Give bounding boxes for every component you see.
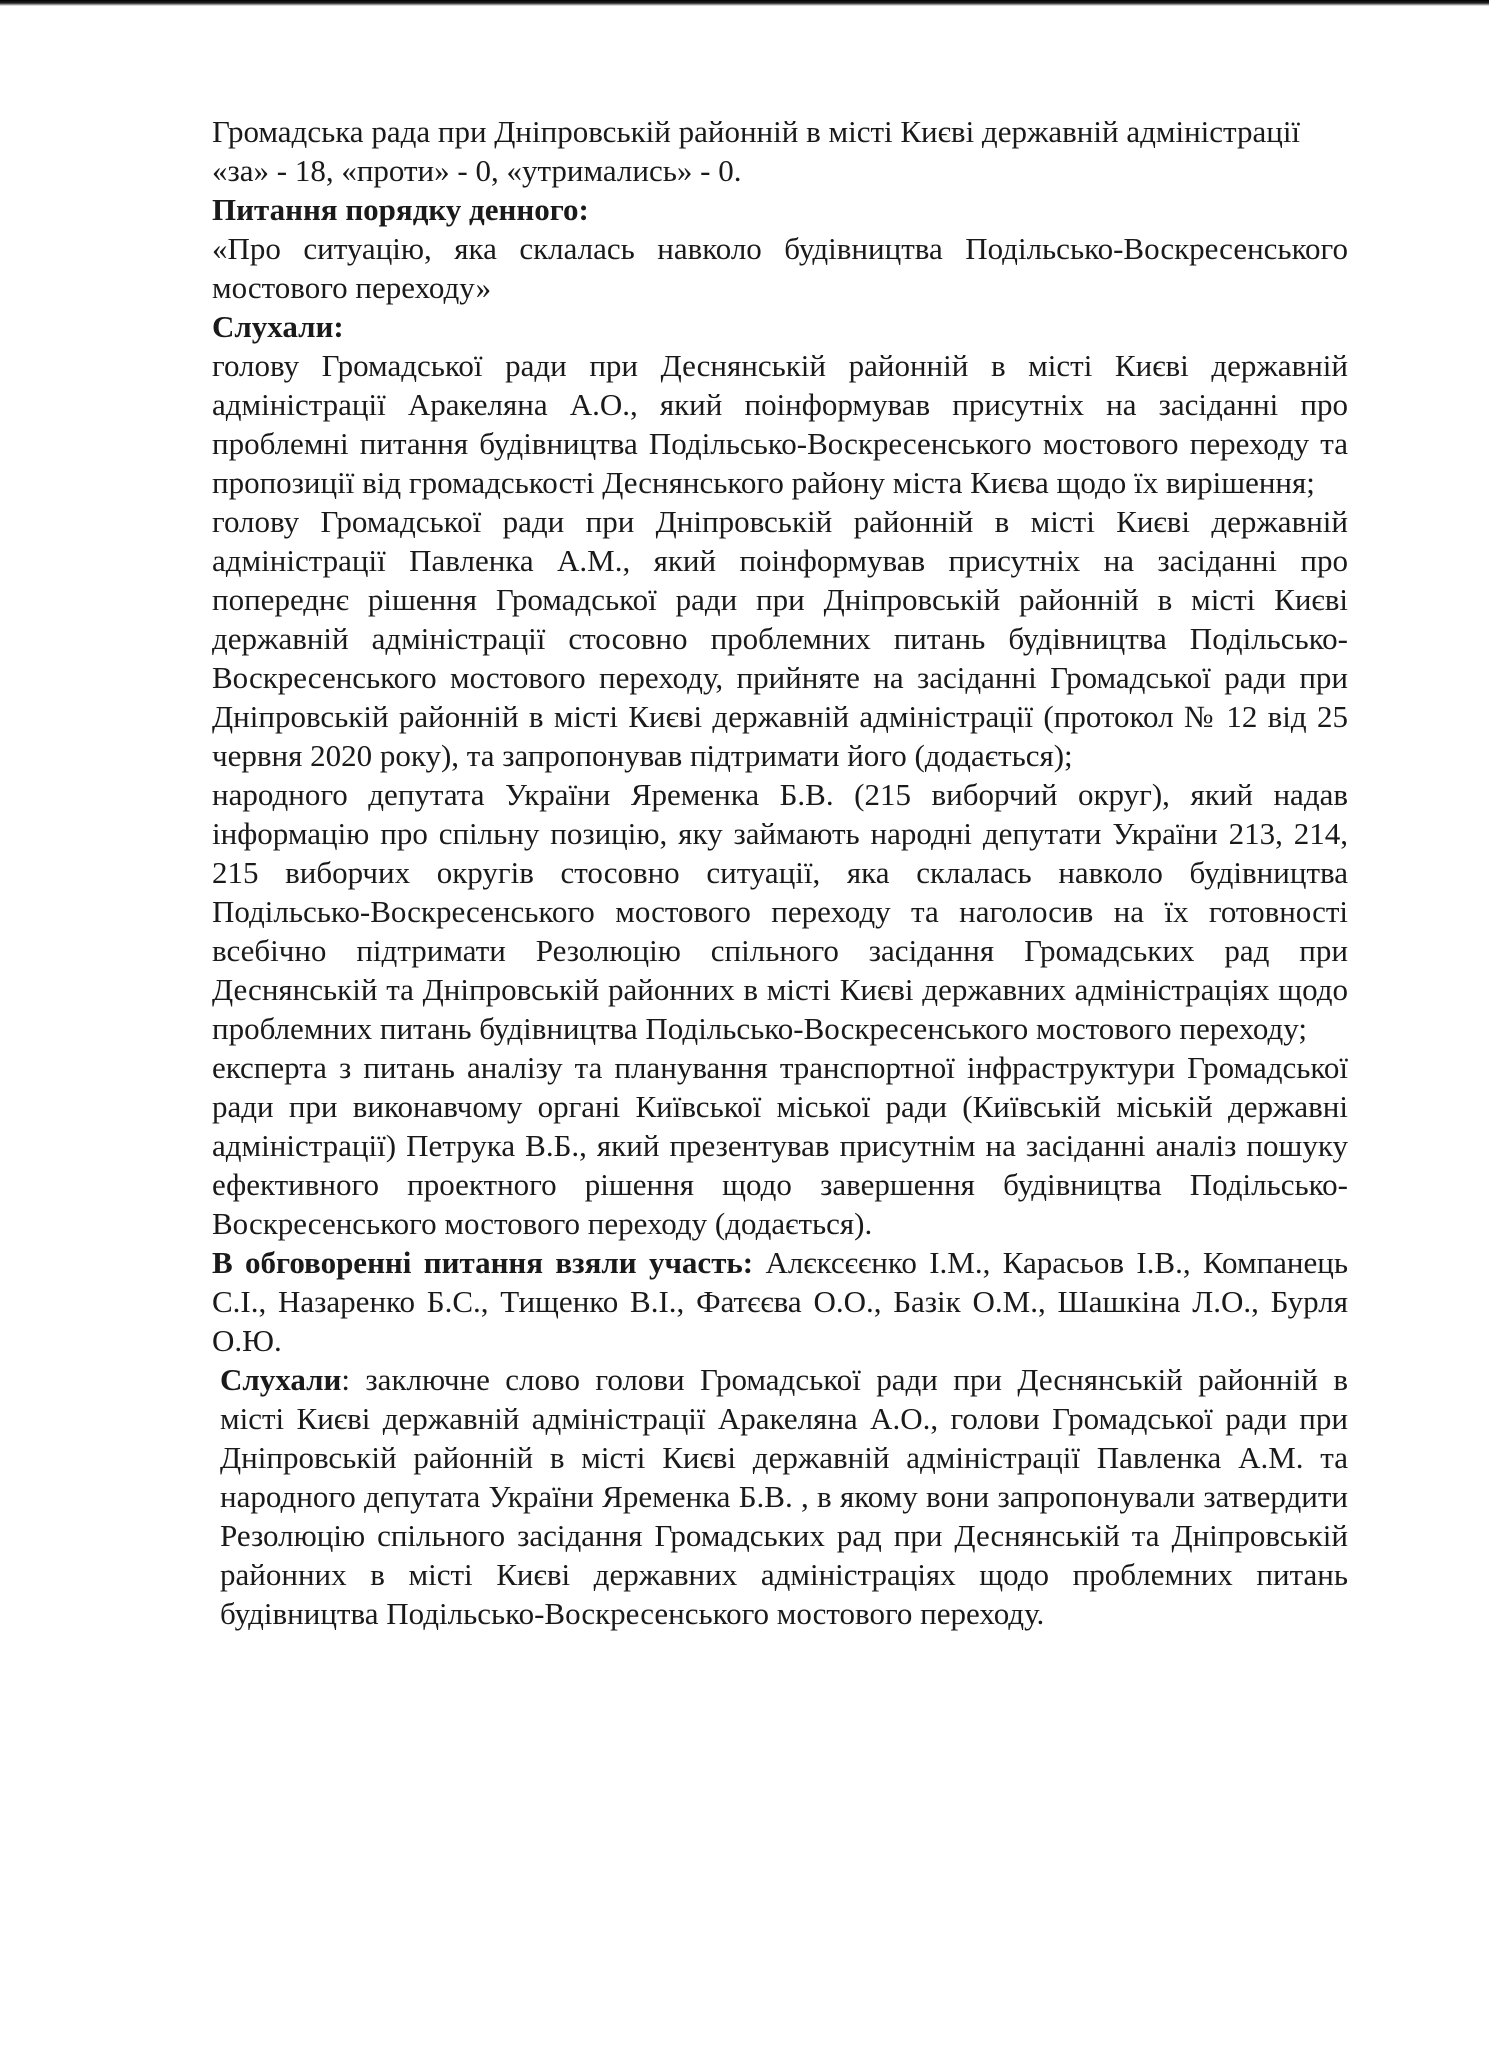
discussion-paragraph	[212, 1243, 1348, 1360]
final-lead: Слухали	[220, 1362, 342, 1397]
heard-item-1: голову Громадської ради при Деснянській районній в місті Києві державній адміністрації Аракеляна А.О., який поінформував присутніх на засіданні про проблемні питання будівництва Подільсько-Воскресенського мостового переходу та пропозиції від громадськості Деснянського району міста Києва щодо їх вирішення;	[212, 348, 1348, 500]
heard-item-4: експерта з питань аналізу та планування транспортної інфраструктури Громадської ради при виконавчому органі Київської міської ради (Київській міській державні адміністрації) Петрука В.Б., який презентував присутнім на засіданні аналіз пошуку ефективного проектного рішення щодо завершення будівництва Подільсько-Воскресенського мостового переходу (додається).	[212, 1050, 1348, 1241]
final-paragraph	[212, 1360, 1348, 1633]
final-text: : заключне слово голови Громадської ради при Деснянській районній в місті Києві державній адміністрації Аракеляна А.О., голови Громадської ради при Дніпровській районній в місті Києві державній адміністрації Павленка А.М. та народного депутата України Яременка Б.В. , в якому вони запропонували затвердити Резолюцію спільного засідання Громадських рад при Деснянській та Дніпровській районних в місті Києві державних адміністраціях щодо проблемних питань будівництва Подільсько-Воскресенського мостового переходу.	[220, 1362, 1348, 1631]
discussion-names: Алєксєєнко І.М., Карасьов І.В., Компанець С.І., Назаренко Б.С., Тищенко В.І., Фатєєва О.О., Базік О.М., Шашкіна Л.О., Бурля О.Ю.	[212, 1245, 1348, 1358]
heard-heading: Слухали:	[212, 309, 344, 344]
heard-item-2: голову Громадської ради при Дніпровській районній в місті Києві державній адміністрації Павленка А.М., який поінформував присутніх на засіданні про попереднє рішення Громадської ради при Дніпровській районній в місті Києві державній адміністрації стосовно проблемних питань будівництва Подільсько-Воскресенського мостового переходу, прийняте на засіданні Громадської ради при Дніпровській районній в місті Києві державній адміністрації (протокол № 12 від 25 червня 2020 року), та запропонував підтримати його (додається);	[212, 504, 1348, 773]
discussion-lead: В обговоренні питання взяли участь:	[212, 1245, 754, 1280]
scan-top-edge	[0, 0, 1489, 6]
agenda-item: «Про ситуацію, яка склалась навколо будівництва Подільсько-Воскресенського мостового переходу»	[212, 231, 1348, 305]
paragraph-vote-result: «за» - 18, «проти» - 0, «утримались» - 0.	[212, 153, 742, 188]
heard-item-3: народного депутата України Яременка Б.В. (215 виборчий округ), який надав інформацію про спільну позицію, яку займають народні депутати України 213, 214, 215 виборчих округів стосовно ситуації, яка склалась навколо будівництва Подільсько-Воскресенського мостового переходу та наголосив на їх готовності всебічно підтримати Резолюцію спільного засідання Громадських рад при Деснянській та Дніпровській районних в місті Києві державних адміністраціях щодо проблемних питань будівництва Подільсько-Воскресенського мостового переходу;	[212, 777, 1348, 1046]
agenda-heading: Питання порядку денного:	[212, 192, 589, 227]
document-page	[212, 112, 1348, 1633]
paragraph-council-name: Громадська рада при Дніпровській районній в місті Києві державній адміністрації	[212, 114, 1301, 149]
